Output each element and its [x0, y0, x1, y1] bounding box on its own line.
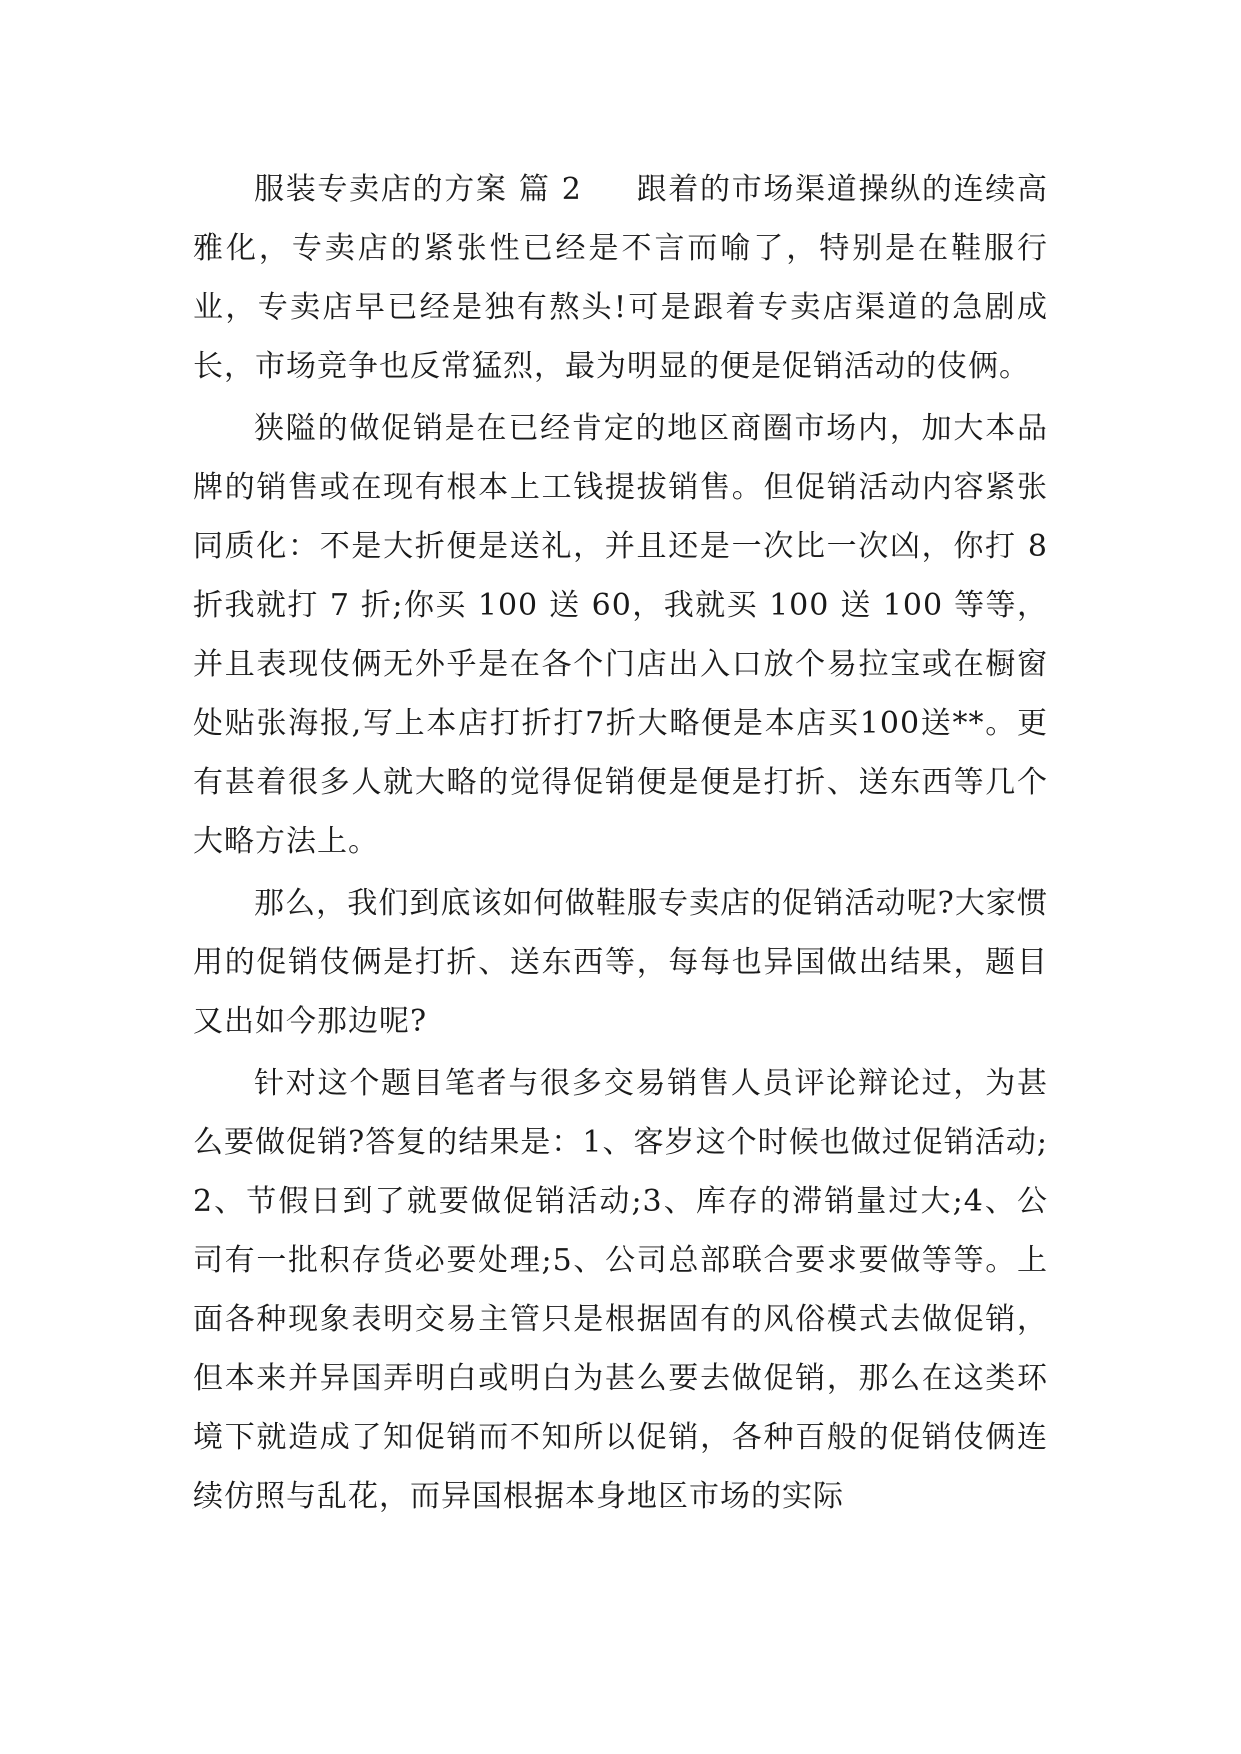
- paragraph-3: 那么，我们到底该如何做鞋服专卖店的促销活动呢?大家惯用的促销伎俩是打折、送东西等，每每也异国做出结果，题目又出如今那边呢?: [193, 886, 1048, 1039]
- paragraph-4: 针对这个题目笔者与很多交易销售人员评论辩论过，为甚么要做促销?答复的结果是：1、客岁这个时候也做过促销活动;2、节假日到了就要做促销活动;3、库存的滞销量过大;4、公司有一批积存货必要处理;5、公司总部联合要求要做等等。上面各种现象表明交易主管只是根据固有的风俗模式去做促销，但本来并异国弄明白或明白为甚么要去做促销，那么在这类环境下就造成了知促销而不知所以促销，各种百般的促销伎俩连续仿照与乱花，而异国根据本身地区市场的实际: [193, 1066, 1048, 1514]
- paragraph-1-text: 跟着的市场渠道操纵的连续高雅化，专卖店的紧张性已经是不言而喻了，特别是在鞋服行业，专卖店早已经是独有熬头!可是跟着专卖店渠道的急剧成长，市场竞争也反常猛烈，最为明显的便是促销活动的伎俩。: [193, 172, 1049, 384]
- section-label: 篇 2: [518, 172, 582, 207]
- document-title: 服装专卖店的方案: [254, 172, 508, 207]
- paragraph-1: [193, 160, 1048, 396]
- document-body: [193, 160, 1048, 1529]
- paragraph-2: 狭隘的做促销是在已经肯定的地区商圈市场内，加大本品牌的销售或在现有根本上工钱提拔销售。但促销活动内容紧张同质化：不是大折便是送礼，并且还是一次比一次凶，你打 8 折我就打 7 折;你买 100 送 60，我就买 100 送 100 等等，并且表现伎俩无外乎是在各个门店出入口放个易拉宝或在橱窗处贴张海报,写上本店打折打7折大略便是本店买100送**。更有甚着很多人就大略的觉得促销便是便是打折、送东西等几个大略方法上。: [193, 411, 1048, 859]
